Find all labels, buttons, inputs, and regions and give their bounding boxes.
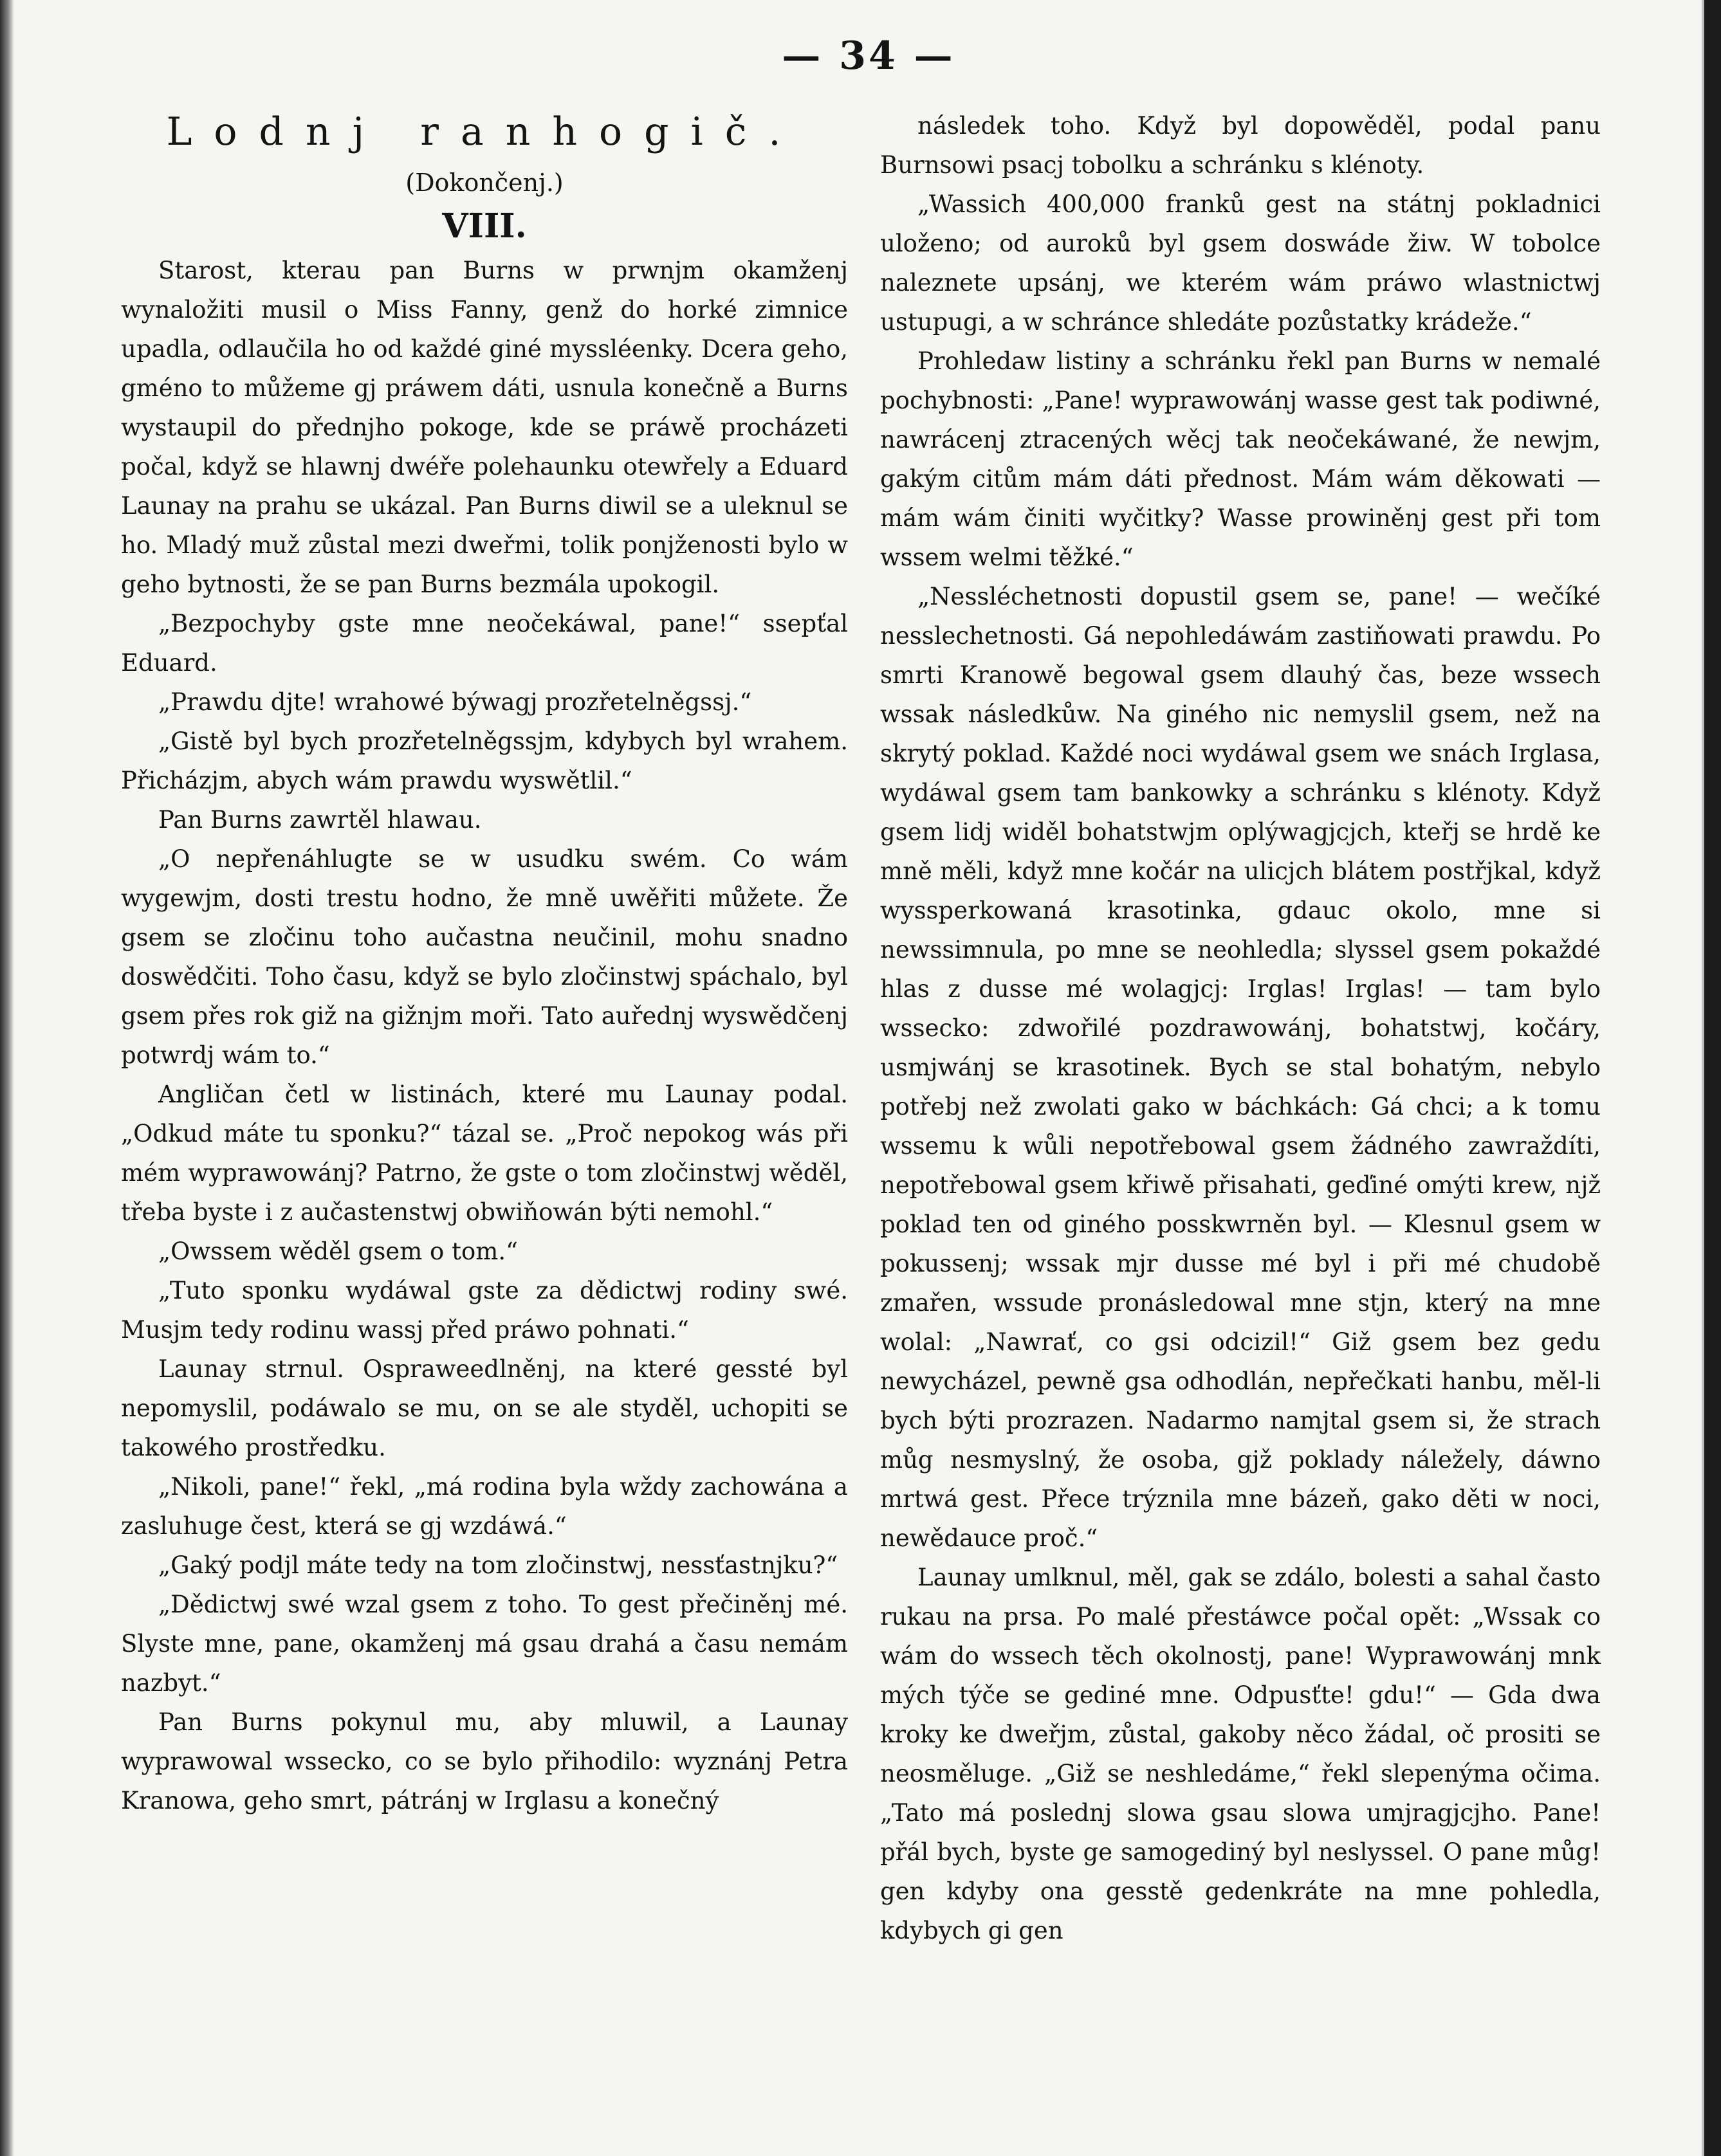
paragraph: Launay umlknul, měl, gak se zdálo, bolesti a sahal často rukau na prsa. Po malé přestáwce počal opět: „Wssak co wám do wssech těch okolnostj, pane! Wyprawowánj mnk mých týče se gediné mne. Odpusťte! gdu!“ — Gda dwa kroky ke dweřjm, zůstal, gakoby něco žádal, oč prositi se neosměluge. „Giž se neshledáme,“ řekl slepenýma očima. „Tato má poslednj slowa gsau slowa umjragjcjho. Pane! přál bych, byste ge samogediný byl neslyssel. O pane můg! gen kdyby ona gesstě gedenkráte na mne pohledla, kdybych gi gen — [880, 1564, 1601, 1944]
paragraph: Pan Burns pokynul mu, aby mluwil, a Launay wyprawowal wssecko, co se bylo přihodilo: wyznánj Petra Kranowa, geho smrt, pátránj w Irglasu a konečný — [121, 1708, 848, 1814]
paragraph: Prohledaw listiny a schránku řekl pan Burns w nemalé pochybnosti: „Pane! wyprawowánj wasse gest tak podiwné, nawrácenj ztracených wěcj tak neočekáwané, že newjm, gakým citům mám dáti přednost. Mám wám děkowati — mám wám činiti wyčitky? Wasse prowiněnj gest při tom wssem welmi těžké.“ — [880, 347, 1601, 571]
right-column — [880, 106, 1601, 1950]
section-heading: VIII. — [442, 206, 527, 246]
page-edge — [1704, 0, 1721, 2156]
paragraph: „Prawdu djte! wrahowé býwagj prozřetelněgssj.“ — [158, 688, 752, 716]
paragraph: „Bezpochyby gste mne neočekáwal, pane!“ ssepťal Eduard. — [121, 610, 848, 677]
paragraph: Pan Burns zawrtěl hlawau. — [158, 806, 482, 834]
paragraph: následek toho. Když byl dopowěděl, podal panu Burnsowi psacj tobolku a schránku s klénoty. — [880, 112, 1601, 179]
article-subtitle: (Dokončenj.) — [405, 169, 564, 197]
paragraph: Starost, kterau pan Burns w prwnjm okamženj wynaložiti musil o Miss Fanny, genž do horké zimnice upadla, odlaučila ho od každé giné myssléenky. Dcera geho, gméno to můžeme gj práwem dáti, usnula konečně a Burns wystaupil do přednjho pokoge, kde se práwě procházeti počal, když se hlawnj dwéře polehaunku otewřely a Eduard Launay na prahu se ukázal. Pan Burns diwil se a uleknul se ho. Mladý muž zůstal mezi dweřmi, tolik ponjženosti bylo w geho bytnosti, že se pan Burns bezmála upokogil. — [121, 257, 848, 598]
paragraph: „Nikoli, pane!“ řekl, „má rodina byla wždy zachowána a zasluhuge čest, která se gj wzdáwá.“ — [121, 1473, 848, 1540]
paragraph: „O nepřenáhlugte se w usudku swém. Co wám wygewjm, dosti trestu hodno, že mně uwěřiti můžete. Že gsem se zločinu toho aučastna neučinil, mohu snadno doswědčiti. Toho času, když se bylo zločinstwj spáchalo, byl gsem přes rok giž na gižnjm moři. Tato auřednj wyswědčenj potwrdj wám to.“ — [121, 845, 848, 1069]
left-column — [121, 109, 848, 1820]
paragraph: „Nessléchetnosti dopustil gsem se, pane! — wečíké nesslechetnosti. Gá nepohledáwám zastiňowati prawdu. Po smrti Kranowě begowal gsem dlauhý čas, beze wssech wssak následkůw. Na giného nic nemyslil gsem, než na skrytý poklad. Každé noci wydáwal gsem we snách Irglasa, wydáwal gsem tam bankowky a schránku s klénoty. Když gsem lidj widěl bohatstwjm oplýwagjcjch, kteřj se hrdě ke mně měli, když mne kočár na ulicjch blátem postřjkal, když wyssperkowaná krasotinka, gdauc okolo, mne si newssimnula, po mne se neohledla; slyssel gsem pokaždé hlas z dusse mé wolagjcj: Irglas! Irglas! — tam bylo wssecko: zdwořilé pozdrawowánj, bohatstwj, kočáry, usmjwánj se krasotinek. Bych se stal bohatým, nebylo potřebj než zwolati gako w báchkách: Gá chci; a k tomu wssemu k wůli nepotřebowal gsem žádného zawraždíti, nepotřebowal gsem křiwě přisahati, geďiné omýti krew, njž poklad ten od giného posskwrněn byl. — Klesnul gsem w pokussenj; wssak mjr dusse mé byl i při mé chudobě zmařen, wssude pronásledowal mne stjn, který na mne wolal: „Nawrať, co gsi odcizil!“ Giž gsem bez gedu newycházel, pewně gsa odhodlán, nepřečkati hanbu, měl-li bych býti prozrazen. Nadarmo namjtal gsem si, že strach můg nesmyslný, že osoba, gjž poklady náležely, dáwno mrtwá gest. Přece trýznila mne bázeň, gako děti w noci, newědauce proč.“ — [880, 583, 1601, 1552]
paragraph: „Owssem wěděl gsem o tom.“ — [158, 1238, 518, 1265]
paragraph: „Dědictwj swé wzal gsem z toho. To gest přečiněnj mé. Slyste mne, pane, okamženj má gsau drahá a času nemám nazbyt.“ — [121, 1591, 848, 1697]
page-number: — 34 — — [782, 33, 955, 78]
paragraph: Launay strnul. Ospraweedlněnj, na které gessté byl nepomyslil, podáwalo se mu, on se ale styděl, uchopiti se takowého prostředku. — [121, 1355, 848, 1461]
paragraph: „Gistě byl bych prozřetelněgssjm, kdybych byl wrahem. Přicházjm, abych wám prawdu wyswětlil.“ — [121, 727, 848, 794]
paragraph: „Wassich 400,000 franků gest na státnj pokladnici uloženo; od auroků byl gsem doswáde žiw. W tobolce naleznete upsánj, we kterém wám práwo wlastnictwj ustupugi, a w schránce shledáte pozůstatky krádeže.“ — [880, 190, 1601, 336]
paragraph: Angličan četl w listinách, které mu Launay podal. „Odkud máte tu sponku?“ tázal se. „Proč nepokog wás při mém wyprawowánj? Patrno, že gste o tom zločinstwj wěděl, třeba byste i z aučastenstwj obwiňowán býti nemohl.“ — [121, 1081, 848, 1226]
page-binding-shadow — [0, 0, 14, 2156]
paragraph: „Gaký podjl máte tedy na tom zločinstwj, nessťastnjku?“ — [158, 1551, 838, 1579]
article-title: Lodnj ranhogič. — [166, 109, 803, 154]
paragraph: „Tuto sponku wydáwal gste za dědictwj rodiny swé. Musjm tedy rodinu wassj před práwo pohnati.“ — [121, 1277, 848, 1344]
